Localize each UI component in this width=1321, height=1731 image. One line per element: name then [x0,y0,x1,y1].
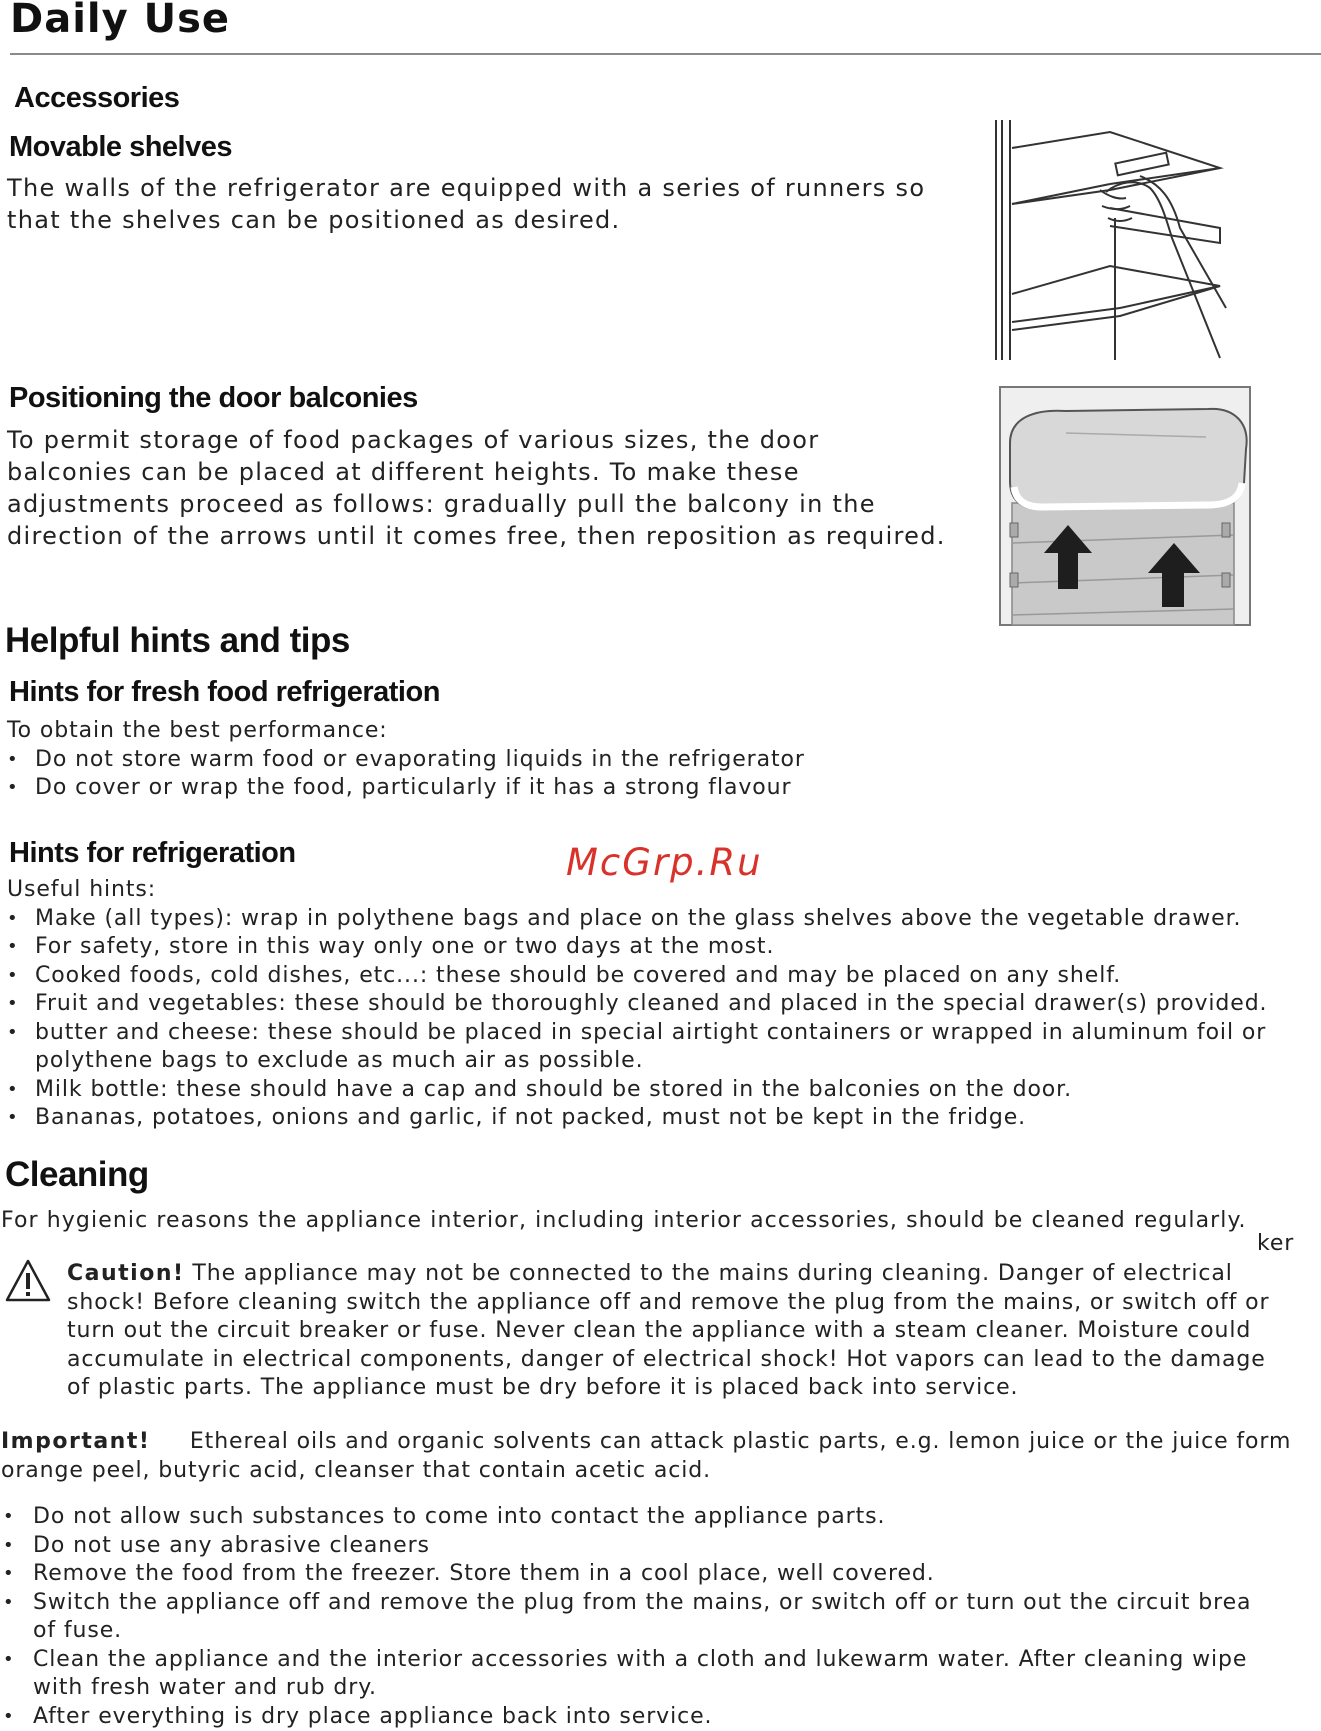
cleaning-steps [3,1503,1251,1731]
important-block: Important! Ethereal oils and organic solvents can attack plastic parts, e.g. lemon juice or the juice form orange peel, butyric acid, cleanser that contain acetic acid. [1,1429,1292,1483]
fresh-food-section [7,717,805,803]
door-balconies-text: To permit storage of food packages of various sizes, the door balconies can be placed at different heights. To make these adjustments proceed as follows: gradually pull the balcony in the direction of the arrows until it comes free, then reposition as required. [7,426,946,550]
refrigeration-intro: Useful hints: [7,877,157,902]
important-label: Important! [1,1429,151,1454]
door-balconies-heading: Positioning the door balconies [9,382,418,414]
door-balcony-arrows-illustration [996,383,1256,629]
watermark: McGrp.Ru [566,841,763,884]
list-item: • Milk bottle: these should have a cap and should be stored in the balconies on the door. [7,1076,1267,1105]
list-item: • Clean the appliance and the interior accessories with a cloth and lukewarm water. After cleaning wipe with fresh water and rub dry. [3,1646,1251,1703]
list-item: • Make (all types): wrap in polythene bags and place on the glass shelves above the vegetable drawer. [7,905,1267,934]
list-item: • Do cover or wrap the food, particularly if it has a strong flavour [7,774,805,803]
list-item: • Switch the appliance off and remove the plug from the mains, or switch off or turn out the circuit brea of fuse. [3,1589,1251,1646]
caution-block: Caution! The appliance may not be connected to the mains during cleaning. Danger of electrical shock! Before cleaning switch the appliance off and remove the plug from the mains, or switch off or turn out the circuit breaker or fuse. Never clean the appliance with a steam cleaner. Moisture could accumulate in electrical components, danger of electrical shock! Hot vapors can lead to the damage of plastic parts. The appliance must be dry before it is placed back into service. [67,1261,1270,1400]
list-item: • Remove the food from the freezer. Store them in a cool place, well covered. [3,1560,1251,1589]
accessories-heading: Accessories [14,82,180,114]
list-item: • Do not store warm food or evaporating liquids in the refrigerator [7,746,805,775]
cleaning-heading: Cleaning [5,1155,149,1194]
list-item: • Bananas, potatoes, onions and garlic, if not packed, must not be kept in the fridge. [7,1104,1267,1133]
list-item: • Do not allow such substances to come into contact the appliance parts. [3,1503,1251,1532]
stray-text: ker [1257,1231,1295,1256]
movable-shelves-text: The walls of the refrigerator are equipped with a series of runners so that the shelves can be positioned as desired. [7,174,926,234]
list-item: • butter and cheese: these should be placed in special airtight containers or wrapped in aluminum foil or polythene bags to exclude as much air as possible. [7,1019,1267,1076]
list-item: • For safety, store in this way only one or two days at the most. [7,933,1267,962]
shelf-hand-illustration [990,118,1230,362]
list-item: • Do not use any abrasive cleaners [3,1532,1251,1561]
refrigeration-section [7,876,1267,1133]
helpful-hints-heading: Helpful hints and tips [5,621,350,660]
list-item: • Cooked foods, cold dishes, etc...: these should be covered and may be placed on any shelf. [7,962,1267,991]
fresh-food-intro: To obtain the best performance: [7,718,388,743]
refrigeration-heading: Hints for refrigeration [9,837,296,869]
cleaning-intro: For hygienic reasons the appliance interior, including interior accessories, should be cleaned regularly. [1,1208,1247,1233]
warning-triangle-icon [4,1258,52,1304]
title-divider [10,53,1321,55]
fresh-food-heading: Hints for fresh food refrigeration [9,676,440,708]
page-title: Daily Use [10,0,231,42]
list-item: • After everything is dry place appliance back into service. [3,1703,1251,1731]
movable-shelves-heading: Movable shelves [9,131,232,163]
list-item: • Fruit and vegetables: these should be thoroughly cleaned and placed in the special drawer(s) provided. [7,990,1267,1019]
caution-label: Caution! [67,1261,185,1286]
